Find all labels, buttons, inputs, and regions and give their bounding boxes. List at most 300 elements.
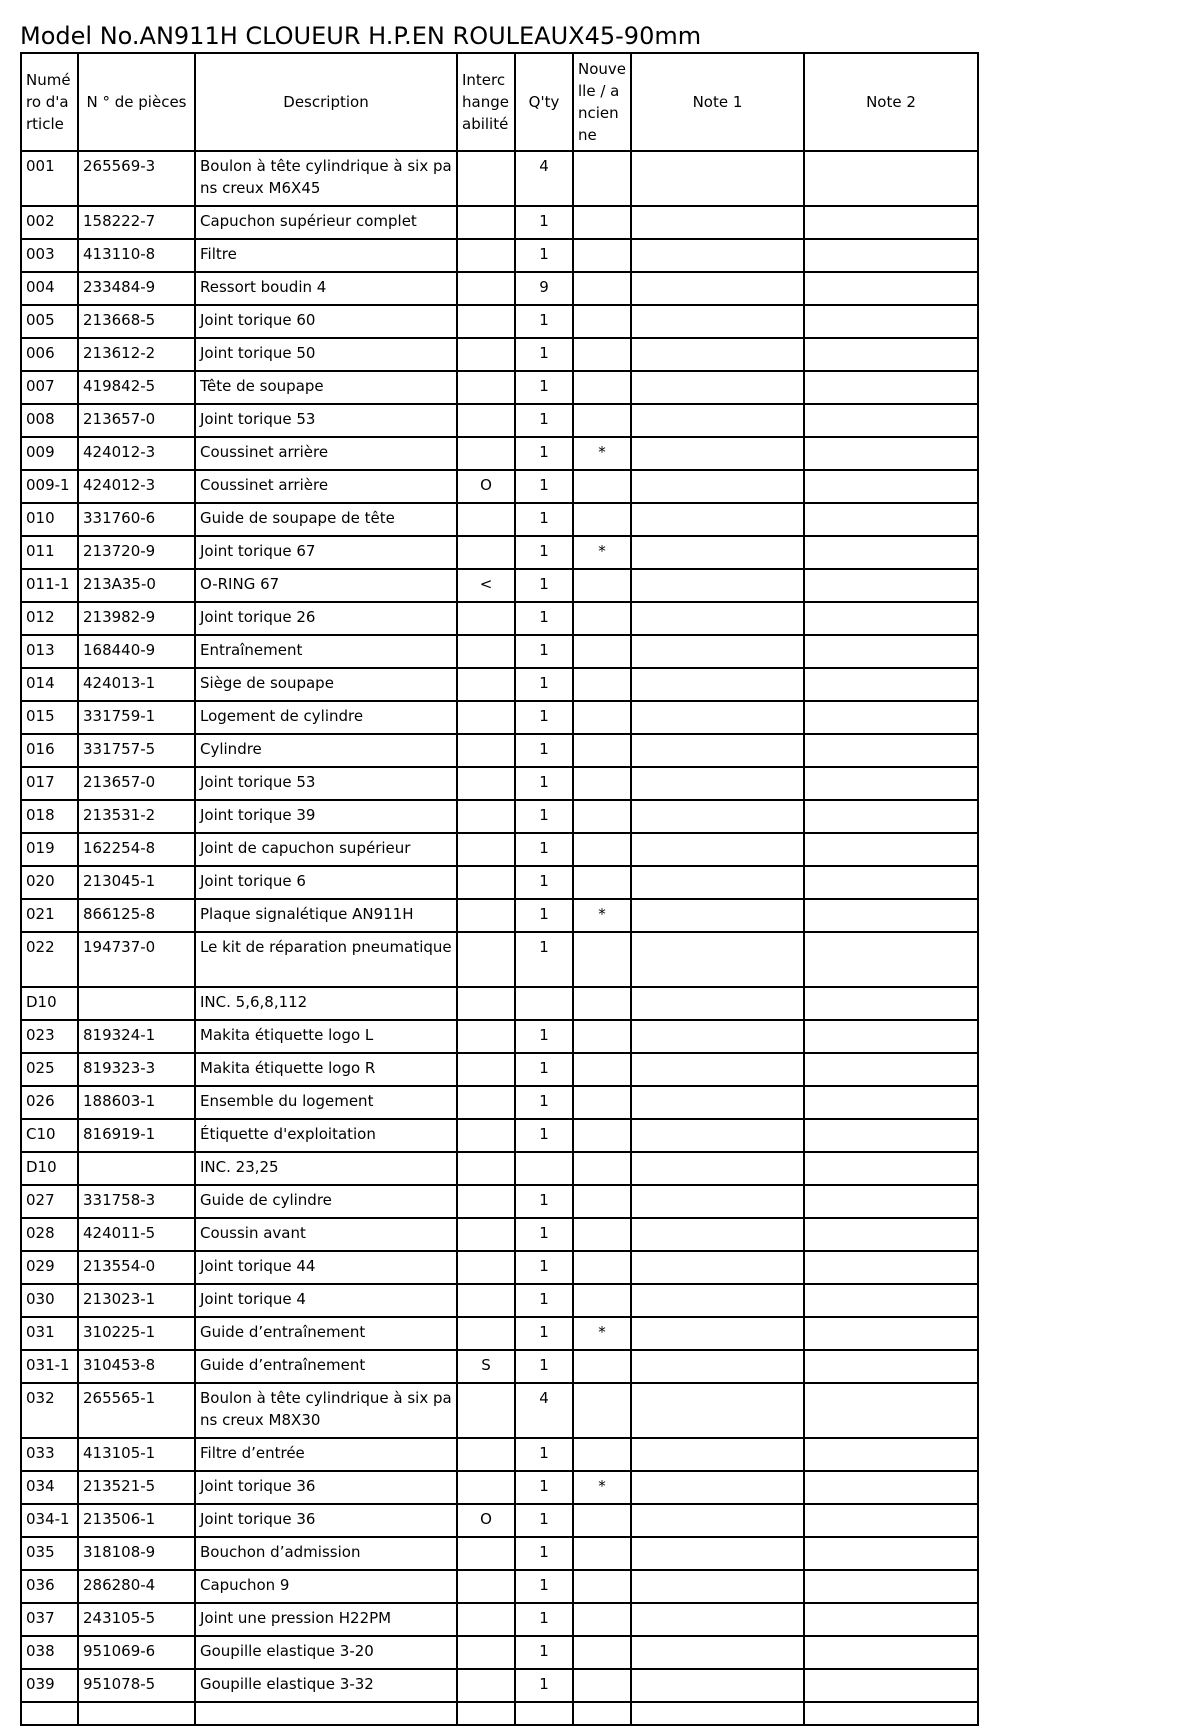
cell-description: Goupille elastique 3-32 [195,1669,457,1702]
cell-note-2 [804,1702,978,1725]
table-row [21,1251,978,1284]
cell-note-2 [804,503,978,536]
cell-item-number: 020 [21,866,78,899]
cell-quantity: 9 [515,272,573,305]
cell-description: Capuchon 9 [195,1570,457,1603]
cell-description: Makita étiquette logo R [195,1053,457,1086]
cell-part-number [78,987,195,1020]
cell-new-old [573,602,631,635]
cell-quantity: 1 [515,1570,573,1603]
cell-note-2 [804,1020,978,1053]
cell-interchangeability [457,602,515,635]
cell-quantity: 1 [515,1284,573,1317]
table-row [21,470,978,503]
cell-quantity: 1 [515,503,573,536]
cell-new-old [573,470,631,503]
table-row [21,239,978,272]
cell-part-number: 233484-9 [78,272,195,305]
cell-new-old [573,239,631,272]
cell-item-number: 017 [21,767,78,800]
cell-part-number: 243105-5 [78,1603,195,1636]
cell-note-2 [804,1471,978,1504]
cell-note-1 [631,1438,804,1471]
table-row [21,1702,978,1725]
cell-part-number: 424013-1 [78,668,195,701]
table-row [21,734,978,767]
cell-description: Étiquette d'exploitation [195,1119,457,1152]
cell-note-2 [804,1438,978,1471]
cell-note-1 [631,1383,804,1438]
cell-description: Joint torique 36 [195,1471,457,1504]
cell-quantity: 1 [515,1537,573,1570]
cell-new-old [573,734,631,767]
cell-description: Coussinet arrière [195,437,457,470]
table-row [21,1570,978,1603]
cell-item-number: 006 [21,338,78,371]
cell-part-number: 331760-6 [78,503,195,536]
cell-note-2 [804,767,978,800]
cell-item-number [21,1702,78,1725]
cell-description: Guide de soupape de tête [195,503,457,536]
table-row [21,767,978,800]
header-interchangeability: Interchangeabilité [457,53,515,151]
cell-note-2 [804,932,978,987]
cell-note-2 [804,833,978,866]
cell-part-number: 424012-3 [78,437,195,470]
cell-interchangeability: O [457,1504,515,1537]
cell-note-1 [631,635,804,668]
cell-quantity: 1 [515,635,573,668]
cell-note-1 [631,833,804,866]
cell-description: Makita étiquette logo L [195,1020,457,1053]
cell-note-1 [631,1570,804,1603]
cell-note-2 [804,602,978,635]
cell-interchangeability [457,1702,515,1725]
cell-description: Joint torique 39 [195,800,457,833]
cell-new-old: * [573,437,631,470]
cell-description: Filtre d’entrée [195,1438,457,1471]
table-row [21,1537,978,1570]
table-row [21,987,978,1020]
cell-note-2 [804,371,978,404]
cell-item-number: 022 [21,932,78,987]
header-note-2: Note 2 [804,53,978,151]
cell-new-old [573,1570,631,1603]
cell-interchangeability [457,767,515,800]
cell-description: Bouchon d’admission [195,1537,457,1570]
cell-part-number: 819324-1 [78,1020,195,1053]
cell-new-old [573,1020,631,1053]
cell-note-1 [631,1537,804,1570]
cell-part-number: 424011-5 [78,1218,195,1251]
cell-note-2 [804,668,978,701]
cell-part-number: 331758-3 [78,1185,195,1218]
cell-quantity: 1 [515,1053,573,1086]
cell-note-1 [631,1086,804,1119]
cell-new-old [573,833,631,866]
cell-description: Entraînement [195,635,457,668]
table-row [21,1603,978,1636]
cell-description: Le kit de réparation pneumatique [195,932,457,987]
cell-item-number: 026 [21,1086,78,1119]
cell-note-1 [631,1317,804,1350]
cell-part-number: 213521-5 [78,1471,195,1504]
table-row [21,151,978,206]
cell-interchangeability [457,635,515,668]
cell-note-1 [631,701,804,734]
cell-note-1 [631,668,804,701]
cell-quantity: 1 [515,1317,573,1350]
cell-interchangeability [457,338,515,371]
table-row [21,1504,978,1537]
header-description: Description [195,53,457,151]
cell-description: Ressort boudin 4 [195,272,457,305]
cell-note-1 [631,536,804,569]
cell-part-number: 816919-1 [78,1119,195,1152]
cell-interchangeability [457,1383,515,1438]
cell-note-1 [631,404,804,437]
table-row [21,338,978,371]
cell-new-old [573,206,631,239]
cell-new-old [573,151,631,206]
cell-quantity: 1 [515,1471,573,1504]
cell-new-old [573,371,631,404]
cell-note-2 [804,1636,978,1669]
cell-part-number: 310453-8 [78,1350,195,1383]
cell-item-number: 021 [21,899,78,932]
cell-description: Joint torique 67 [195,536,457,569]
cell-description: Siège de soupape [195,668,457,701]
cell-note-1 [631,437,804,470]
table-row [21,668,978,701]
cell-part-number: 213A35-0 [78,569,195,602]
cell-interchangeability [457,1119,515,1152]
cell-item-number: 008 [21,404,78,437]
cell-part-number: 819323-3 [78,1053,195,1086]
cell-quantity: 1 [515,1603,573,1636]
cell-part-number: 162254-8 [78,833,195,866]
cell-note-2 [804,1603,978,1636]
cell-note-2 [804,701,978,734]
cell-new-old [573,1636,631,1669]
cell-note-1 [631,602,804,635]
cell-part-number: 331757-5 [78,734,195,767]
cell-description: Ensemble du logement [195,1086,457,1119]
cell-note-1 [631,932,804,987]
cell-quantity: 1 [515,833,573,866]
cell-new-old [573,338,631,371]
cell-new-old [573,1185,631,1218]
cell-quantity: 1 [515,668,573,701]
cell-interchangeability [457,668,515,701]
table-row [21,1020,978,1053]
cell-item-number: 016 [21,734,78,767]
cell-note-1 [631,899,804,932]
cell-note-2 [804,272,978,305]
cell-new-old [573,1119,631,1152]
cell-description: Joint torique 44 [195,1251,457,1284]
cell-item-number: 007 [21,371,78,404]
cell-interchangeability [457,1438,515,1471]
cell-description: Guide d’entraînement [195,1317,457,1350]
cell-note-2 [804,536,978,569]
cell-note-2 [804,338,978,371]
cell-note-1 [631,1218,804,1251]
cell-item-number: 036 [21,1570,78,1603]
cell-description: Guide d’entraînement [195,1350,457,1383]
cell-note-2 [804,1284,978,1317]
table-row [21,1636,978,1669]
cell-note-1 [631,1471,804,1504]
cell-note-1 [631,305,804,338]
cell-quantity: 1 [515,800,573,833]
cell-interchangeability [457,371,515,404]
cell-item-number: 032 [21,1383,78,1438]
cell-note-1 [631,1185,804,1218]
cell-quantity [515,1702,573,1725]
cell-note-1 [631,1251,804,1284]
cell-item-number: 011-1 [21,569,78,602]
cell-interchangeability [457,833,515,866]
cell-part-number: 213668-5 [78,305,195,338]
cell-note-1 [631,338,804,371]
cell-new-old [573,305,631,338]
cell-note-1 [631,503,804,536]
cell-interchangeability [457,1603,515,1636]
cell-interchangeability [457,1317,515,1350]
cell-new-old: * [573,536,631,569]
cell-quantity: 1 [515,932,573,987]
table-row [21,1438,978,1471]
cell-note-2 [804,734,978,767]
cell-new-old [573,635,631,668]
cell-new-old [573,1152,631,1185]
cell-item-number: 011 [21,536,78,569]
cell-part-number: 424012-3 [78,470,195,503]
table-row [21,1053,978,1086]
cell-note-1 [631,987,804,1020]
cell-note-1 [631,767,804,800]
cell-interchangeability [457,987,515,1020]
cell-interchangeability [457,272,515,305]
cell-interchangeability: < [457,569,515,602]
table-row [21,1284,978,1317]
cell-new-old [573,1383,631,1438]
table-row [21,932,978,987]
cell-description: INC. 23,25 [195,1152,457,1185]
cell-item-number: 010 [21,503,78,536]
cell-note-2 [804,437,978,470]
cell-item-number: 013 [21,635,78,668]
cell-description: INC. 5,6,8,112 [195,987,457,1020]
cell-item-number: 001 [21,151,78,206]
cell-quantity: 1 [515,1669,573,1702]
cell-note-2 [804,1317,978,1350]
cell-interchangeability [457,1669,515,1702]
cell-quantity: 1 [515,1350,573,1383]
cell-new-old [573,668,631,701]
cell-quantity: 1 [515,338,573,371]
cell-note-1 [631,1603,804,1636]
cell-quantity: 1 [515,206,573,239]
cell-description: Guide de cylindre [195,1185,457,1218]
cell-item-number: 034 [21,1471,78,1504]
cell-quantity: 1 [515,767,573,800]
table-header-row [21,53,978,151]
cell-part-number: 168440-9 [78,635,195,668]
cell-quantity: 1 [515,1086,573,1119]
cell-note-2 [804,1383,978,1438]
cell-quantity: 1 [515,437,573,470]
cell-interchangeability [457,151,515,206]
cell-quantity: 1 [515,734,573,767]
cell-note-2 [804,206,978,239]
cell-quantity: 1 [515,1636,573,1669]
cell-item-number: 029 [21,1251,78,1284]
cell-quantity: 1 [515,371,573,404]
table-row [21,272,978,305]
cell-note-1 [631,1152,804,1185]
table-row [21,536,978,569]
cell-new-old [573,503,631,536]
cell-interchangeability [457,536,515,569]
cell-item-number: 002 [21,206,78,239]
cell-note-1 [631,239,804,272]
parts-table [20,52,979,1726]
cell-part-number: 866125-8 [78,899,195,932]
cell-new-old: * [573,1317,631,1350]
cell-item-number: 039 [21,1669,78,1702]
cell-part-number: 194737-0 [78,932,195,987]
cell-description: Joint une pression H22PM [195,1603,457,1636]
cell-note-2 [804,151,978,206]
cell-interchangeability [457,734,515,767]
cell-interchangeability [457,1471,515,1504]
cell-interchangeability [457,1020,515,1053]
cell-interchangeability [457,1185,515,1218]
table-row [21,1152,978,1185]
cell-new-old [573,1086,631,1119]
cell-part-number: 213720-9 [78,536,195,569]
cell-quantity: 1 [515,1504,573,1537]
cell-part-number: 213554-0 [78,1251,195,1284]
cell-description: Coussinet arrière [195,470,457,503]
cell-part-number: 951078-5 [78,1669,195,1702]
cell-new-old: * [573,899,631,932]
table-row [21,1317,978,1350]
table-row [21,569,978,602]
cell-interchangeability [457,932,515,987]
cell-note-1 [631,206,804,239]
cell-note-1 [631,734,804,767]
cell-new-old [573,1537,631,1570]
table-body [21,151,978,1725]
cell-note-2 [804,866,978,899]
cell-quantity: 1 [515,602,573,635]
table-row [21,701,978,734]
table-row [21,1383,978,1438]
cell-new-old [573,404,631,437]
cell-new-old [573,1504,631,1537]
cell-interchangeability: S [457,1350,515,1383]
cell-new-old [573,569,631,602]
cell-quantity: 1 [515,239,573,272]
cell-interchangeability [457,866,515,899]
cell-quantity: 1 [515,1119,573,1152]
table-row [21,899,978,932]
cell-part-number: 213023-1 [78,1284,195,1317]
table-row [21,1669,978,1702]
cell-note-2 [804,239,978,272]
table-row [21,371,978,404]
cell-item-number: 015 [21,701,78,734]
cell-item-number: 035 [21,1537,78,1570]
cell-new-old [573,932,631,987]
table-row [21,833,978,866]
cell-note-1 [631,1350,804,1383]
cell-interchangeability: O [457,470,515,503]
cell-item-number: 037 [21,1603,78,1636]
cell-description: Joint torique 26 [195,602,457,635]
cell-quantity: 1 [515,1185,573,1218]
cell-part-number: 419842-5 [78,371,195,404]
cell-note-1 [631,470,804,503]
cell-note-1 [631,1119,804,1152]
cell-description: Plaque signalétique AN911H [195,899,457,932]
cell-description: Joint torique 53 [195,767,457,800]
cell-quantity: 1 [515,1251,573,1284]
cell-part-number: 318108-9 [78,1537,195,1570]
cell-item-number: 009-1 [21,470,78,503]
table-row [21,1471,978,1504]
cell-note-1 [631,151,804,206]
cell-part-number: 213657-0 [78,767,195,800]
cell-quantity: 1 [515,404,573,437]
cell-part-number: 213982-9 [78,602,195,635]
table-row [21,1350,978,1383]
cell-interchangeability [457,800,515,833]
cell-interchangeability [457,437,515,470]
cell-note-2 [804,569,978,602]
cell-interchangeability [457,503,515,536]
cell-item-number: D10 [21,987,78,1020]
cell-new-old [573,987,631,1020]
cell-new-old [573,800,631,833]
table-row [21,305,978,338]
cell-quantity: 1 [515,305,573,338]
cell-note-2 [804,899,978,932]
table-row [21,1185,978,1218]
cell-new-old [573,767,631,800]
cell-new-old [573,1438,631,1471]
cell-description: Tête de soupape [195,371,457,404]
cell-part-number [78,1152,195,1185]
cell-note-1 [631,1636,804,1669]
cell-item-number: C10 [21,1119,78,1152]
cell-interchangeability [457,404,515,437]
cell-description: O-RING 67 [195,569,457,602]
table-row [21,206,978,239]
cell-interchangeability [457,1053,515,1086]
cell-item-number: 003 [21,239,78,272]
cell-note-2 [804,635,978,668]
cell-part-number: 265569-3 [78,151,195,206]
cell-quantity: 4 [515,151,573,206]
cell-note-1 [631,569,804,602]
cell-interchangeability [457,1086,515,1119]
cell-quantity: 1 [515,1218,573,1251]
cell-item-number: 025 [21,1053,78,1086]
